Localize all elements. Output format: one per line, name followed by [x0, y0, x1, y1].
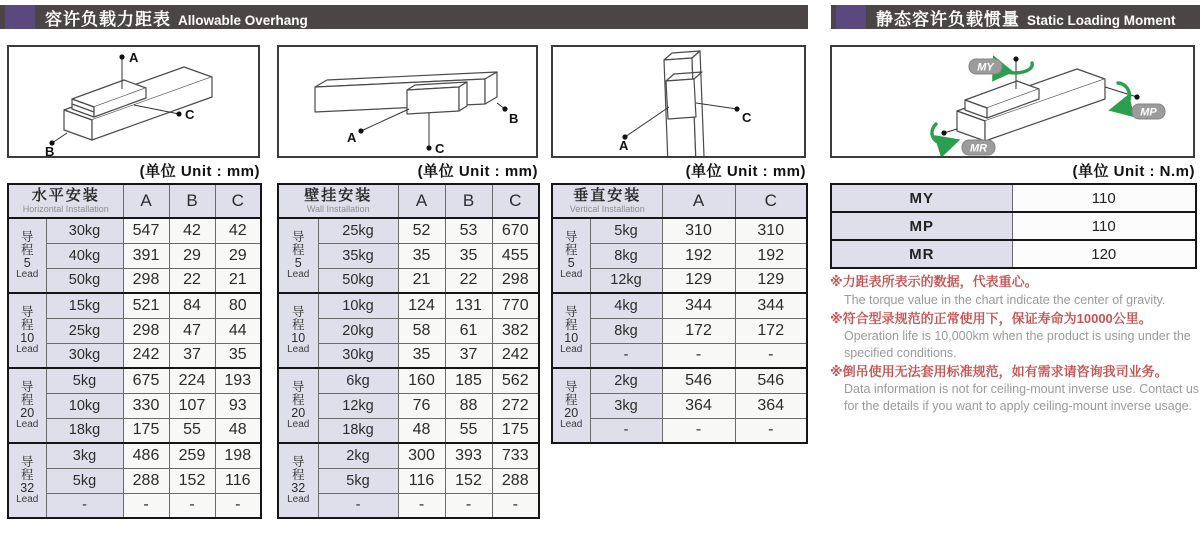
value-cell: 259	[169, 443, 215, 468]
note-text-en: Data information is not for ceiling-mount inverse use. Contact us for the details if you want to apply ceiling-mount inverse usage.	[844, 382, 1200, 413]
column-header-c: C	[215, 184, 261, 218]
value-cell: 42	[215, 218, 261, 243]
moment-title-zh: 静态容许负载惯量	[876, 9, 1020, 29]
lead-word: Lead	[16, 343, 39, 355]
value-cell: 344	[735, 293, 807, 318]
value-cell: -	[735, 343, 807, 368]
lead-word: Lead	[287, 343, 310, 355]
lead-char: 程	[564, 317, 578, 332]
purple-accent-square	[836, 5, 866, 29]
value-cell: -	[735, 418, 807, 443]
table-row	[552, 218, 807, 243]
load-cell: 3kg	[590, 393, 662, 418]
load-cell: 50kg	[318, 268, 398, 293]
static-moment-diagram	[832, 47, 1193, 156]
table-row	[8, 343, 261, 368]
load-cell: 12kg	[590, 268, 662, 293]
table-row	[278, 268, 539, 293]
load-cell: -	[46, 493, 123, 518]
value-cell: 521	[123, 293, 169, 318]
installation-name-en: Vertical Installation	[569, 203, 645, 214]
column-header-c: C	[735, 184, 807, 218]
lead-group-10	[8, 293, 46, 368]
load-cell: 5kg	[318, 468, 398, 493]
value-cell: 192	[735, 243, 807, 268]
table-row	[8, 293, 261, 318]
table-row	[8, 218, 261, 243]
column-header-a: A	[662, 184, 735, 218]
lead-word: Lead	[16, 493, 39, 505]
value-cell: 733	[492, 443, 539, 468]
lead-group-10	[278, 293, 318, 368]
point-c-dot	[176, 111, 181, 116]
lead-number: 32	[291, 480, 306, 495]
value-cell: 310	[662, 218, 735, 243]
table-row	[278, 493, 539, 518]
lead-number: 5	[23, 255, 31, 270]
lead-group-32	[8, 443, 46, 518]
horizontal-table-host	[7, 183, 262, 519]
point-c-dot	[734, 106, 739, 111]
value-cell: 770	[492, 293, 539, 318]
table-row	[278, 318, 539, 343]
value-cell: 288	[123, 468, 169, 493]
value-cell: 310	[735, 218, 807, 243]
value-cell: 242	[492, 343, 539, 368]
lead-char: 程	[20, 242, 34, 257]
lead-word: Lead	[16, 418, 39, 430]
value-cell: 53	[445, 218, 492, 243]
load-cell: 4kg	[590, 293, 662, 318]
load-cell: 18kg	[46, 418, 123, 443]
overhang-title-en: Allowable Overhang	[178, 12, 308, 28]
load-cell: 50kg	[46, 268, 123, 293]
value-cell: 546	[662, 368, 735, 393]
unit-label-mm: (单位 Unit : mm)	[139, 163, 260, 180]
wall-installation-diagram	[279, 47, 536, 156]
lead-group-20	[8, 368, 46, 443]
value-cell: 547	[123, 218, 169, 243]
mp-badge-label: MP	[1140, 106, 1157, 119]
installation-name-zh: 垂直安装	[573, 187, 642, 205]
value-cell: 129	[735, 268, 807, 293]
value-cell: 21	[398, 268, 445, 293]
lead-group-5	[552, 218, 590, 293]
value-cell: 224	[169, 368, 215, 393]
lead-char: 程	[564, 242, 578, 257]
moment-label-cell: MR	[831, 240, 1012, 268]
point-a-label: A	[129, 50, 139, 65]
note-text-zh: ※符合型录规范的正常使用下，保证寿命为10000公里。	[830, 310, 1152, 326]
load-cell: 8kg	[590, 318, 662, 343]
point-b-label: B	[45, 144, 55, 156]
table-row	[278, 393, 539, 418]
lead-group-20	[552, 368, 590, 443]
overhang-title-zh: 容许负载力距表	[45, 9, 171, 29]
lead-number: 20	[20, 405, 35, 420]
table-row	[8, 268, 261, 293]
my-rotation-arrow	[998, 63, 1032, 73]
lead-word: Lead	[287, 418, 310, 430]
table-row	[552, 243, 807, 268]
lead-word: Lead	[560, 418, 583, 430]
value-cell: 670	[492, 218, 539, 243]
load-cell: 12kg	[318, 393, 398, 418]
value-cell: -	[169, 493, 215, 518]
overhang-table-vertical	[551, 183, 808, 444]
mp-rotation-arrow	[1118, 83, 1130, 108]
value-cell: 22	[169, 268, 215, 293]
value-cell: 37	[169, 343, 215, 368]
table-row	[278, 343, 539, 368]
lead-char: 导	[20, 454, 34, 469]
horizontal-installation-panel	[7, 45, 260, 158]
value-cell: 298	[492, 268, 539, 293]
value-cell: 42	[169, 218, 215, 243]
lead-word: Lead	[287, 268, 310, 280]
value-cell: 35	[398, 243, 445, 268]
lead-group-20	[278, 368, 318, 443]
value-cell: -	[398, 493, 445, 518]
value-cell: 93	[215, 393, 261, 418]
value-cell: -	[123, 493, 169, 518]
lead-char: 导	[564, 304, 578, 319]
load-cell: 6kg	[318, 368, 398, 393]
value-cell: 175	[123, 418, 169, 443]
value-cell: 29	[169, 243, 215, 268]
static-moment-panel	[830, 45, 1195, 158]
value-cell: 84	[169, 293, 215, 318]
load-cell: 10kg	[318, 293, 398, 318]
table-row	[278, 368, 539, 393]
value-cell: 88	[445, 393, 492, 418]
value-cell: 116	[215, 468, 261, 493]
moment-label-cell: MP	[831, 212, 1012, 240]
lead-char: 程	[291, 392, 305, 407]
value-cell: 116	[398, 468, 445, 493]
lead-number: 32	[20, 480, 35, 495]
value-cell: 172	[735, 318, 807, 343]
my-badge-label: MY	[977, 61, 994, 74]
load-cell: 25kg	[318, 218, 398, 243]
load-cell: -	[590, 343, 662, 368]
value-cell: 382	[492, 318, 539, 343]
overhang-table-horizontal	[7, 183, 262, 519]
table-row	[278, 443, 539, 468]
value-cell: 124	[398, 293, 445, 318]
value-cell: 48	[398, 418, 445, 443]
value-cell: 546	[735, 368, 807, 393]
lead-char: 程	[291, 317, 305, 332]
value-cell: 562	[492, 368, 539, 393]
overhang-table-wall	[277, 183, 540, 519]
load-cell: 5kg	[46, 368, 123, 393]
lead-word: Lead	[287, 493, 310, 505]
value-cell: 55	[169, 418, 215, 443]
value-cell: 242	[123, 343, 169, 368]
lead-char: 程	[291, 467, 305, 482]
value-cell: 44	[215, 318, 261, 343]
point-c-dot	[426, 145, 431, 150]
installation-type-header	[278, 184, 398, 218]
value-cell: 675	[123, 368, 169, 393]
installation-name-zh: 水平安装	[31, 187, 100, 205]
table-row	[8, 368, 261, 393]
unit-label-mm: (单位 Unit : mm)	[417, 163, 538, 180]
table-row	[8, 443, 261, 468]
moment-row	[831, 240, 1196, 268]
installation-type-header	[552, 184, 662, 218]
value-cell: 29	[215, 243, 261, 268]
value-cell: 107	[169, 393, 215, 418]
load-cell: 10kg	[46, 393, 123, 418]
load-cell: 15kg	[46, 293, 123, 318]
mr-badge-label: MR	[969, 142, 988, 155]
load-cell: 30kg	[46, 218, 123, 243]
note-item	[830, 309, 1200, 361]
load-cell: 35kg	[318, 243, 398, 268]
wall-installation-panel	[277, 45, 538, 158]
notes-block	[830, 272, 1200, 415]
value-cell: 52	[398, 218, 445, 243]
lead-number: 5	[294, 255, 302, 270]
value-cell: 35	[445, 243, 492, 268]
value-cell: 330	[123, 393, 169, 418]
table-row	[8, 418, 261, 443]
value-cell: 37	[445, 343, 492, 368]
column-header-c: C	[492, 184, 539, 218]
lead-char: 导	[291, 454, 305, 469]
value-cell: 486	[123, 443, 169, 468]
lead-char: 导	[291, 379, 305, 394]
value-cell: 455	[492, 243, 539, 268]
load-cell: 8kg	[590, 243, 662, 268]
load-cell: 30kg	[46, 343, 123, 368]
installation-name-en: Horizontal Installation	[22, 203, 109, 214]
load-cell: 40kg	[46, 243, 123, 268]
table-row	[8, 493, 261, 518]
value-cell: 300	[398, 443, 445, 468]
lead-char: 程	[20, 467, 34, 482]
load-cell: 20kg	[318, 318, 398, 343]
lead-group-10	[552, 293, 590, 368]
moment-row	[831, 184, 1196, 212]
value-cell: 48	[215, 418, 261, 443]
value-cell: 193	[215, 368, 261, 393]
value-cell: 172	[662, 318, 735, 343]
table-row	[278, 293, 539, 318]
table-row	[278, 468, 539, 493]
note-text-en: Operation life is 10,000km when the product is using under the specified conditions.	[844, 329, 1191, 360]
point-a-label: A	[347, 130, 357, 145]
lead-char: 导	[291, 229, 305, 244]
table-row	[278, 418, 539, 443]
load-cell: 2kg	[590, 368, 662, 393]
table-row	[278, 218, 539, 243]
unit-label-nm: (单位 Unit : N.m)	[1072, 163, 1195, 180]
unit-label-mm: (单位 Unit : mm)	[685, 163, 806, 180]
value-cell: 175	[492, 418, 539, 443]
value-cell: 298	[123, 318, 169, 343]
value-cell: 152	[445, 468, 492, 493]
note-text-en: The torque value in the chart indicate the center of gravity.	[844, 292, 1166, 307]
load-cell: 5kg	[46, 468, 123, 493]
lead-char: 导	[20, 304, 34, 319]
value-cell: -	[492, 493, 539, 518]
lead-number: 10	[564, 330, 579, 345]
lead-char: 导	[20, 379, 34, 394]
lead-char: 程	[291, 242, 305, 257]
lead-word: Lead	[560, 268, 583, 280]
value-cell: 22	[445, 268, 492, 293]
lead-number: 10	[20, 330, 35, 345]
load-cell: -	[318, 493, 398, 518]
static-moment-table	[830, 183, 1197, 269]
table-row	[552, 393, 807, 418]
vertical-table-host	[551, 183, 808, 444]
moment-row	[831, 212, 1196, 240]
table-row	[552, 418, 807, 443]
load-cell: 25kg	[46, 318, 123, 343]
column-header-b: B	[169, 184, 215, 218]
value-cell: 47	[169, 318, 215, 343]
value-cell: 192	[662, 243, 735, 268]
table-row	[8, 243, 261, 268]
value-cell: 35	[398, 343, 445, 368]
lead-number: 20	[564, 405, 579, 420]
lead-number: 10	[291, 330, 306, 345]
lead-group-32	[278, 443, 318, 518]
value-cell: 391	[123, 243, 169, 268]
load-cell: -	[590, 418, 662, 443]
value-cell: 55	[445, 418, 492, 443]
value-cell: 364	[735, 393, 807, 418]
point-b-label: B	[509, 111, 519, 126]
value-cell: 35	[215, 343, 261, 368]
point-c-label: C	[185, 107, 195, 122]
load-cell: 2kg	[318, 443, 398, 468]
value-cell: 185	[445, 368, 492, 393]
point-a-dot	[119, 54, 124, 59]
value-cell: 58	[398, 318, 445, 343]
value-cell: 364	[662, 393, 735, 418]
note-item	[830, 272, 1200, 308]
moment-value-cell: 110	[1012, 212, 1196, 240]
static-moment-header-bar	[831, 5, 1200, 29]
load-cell: 30kg	[318, 343, 398, 368]
table-row	[552, 318, 807, 343]
moment-value-cell: 110	[1012, 184, 1196, 212]
lead-char: 导	[564, 229, 578, 244]
value-cell: 131	[445, 293, 492, 318]
value-cell: 298	[123, 268, 169, 293]
lead-word: Lead	[16, 268, 39, 280]
vertical-installation-panel	[551, 45, 806, 158]
point-a-dot	[358, 128, 363, 133]
value-cell: 21	[215, 268, 261, 293]
installation-name-en: Wall Installation	[306, 203, 370, 214]
value-cell: 80	[215, 293, 261, 318]
lead-group-5	[8, 218, 46, 293]
table-row	[552, 343, 807, 368]
column-header-b: B	[445, 184, 492, 218]
lead-char: 导	[20, 229, 34, 244]
lead-number: 5	[567, 255, 575, 270]
value-cell: -	[662, 343, 735, 368]
value-cell: 198	[215, 443, 261, 468]
point-a-label: A	[619, 138, 629, 153]
value-cell: 61	[445, 318, 492, 343]
table-row	[8, 318, 261, 343]
table-row	[552, 268, 807, 293]
moment-title-en: Static Loading Moment	[1027, 12, 1176, 28]
note-text-zh: ※倒吊使用无法套用标准规范，如有需求请咨询我司业务。	[830, 363, 1168, 379]
value-cell: 393	[445, 443, 492, 468]
value-cell: 152	[169, 468, 215, 493]
load-cell: 3kg	[46, 443, 123, 468]
lead-char: 程	[564, 392, 578, 407]
value-cell: 129	[662, 268, 735, 293]
point-c-label: C	[435, 141, 445, 156]
allowable-overhang-header-bar	[0, 5, 808, 29]
value-cell: 160	[398, 368, 445, 393]
lead-char: 程	[20, 317, 34, 332]
moment-table-host	[830, 183, 1197, 269]
point-b-dot	[502, 106, 507, 111]
table-row	[278, 243, 539, 268]
horizontal-installation-diagram	[9, 47, 258, 156]
load-cell: 18kg	[318, 418, 398, 443]
moment-label-cell: MY	[831, 184, 1012, 212]
column-header-a: A	[398, 184, 445, 218]
point-c-label: C	[742, 110, 752, 125]
lead-number: 20	[291, 405, 306, 420]
lead-word: Lead	[560, 343, 583, 355]
value-cell: 76	[398, 393, 445, 418]
purple-accent-square	[5, 5, 35, 29]
value-cell: -	[662, 418, 735, 443]
wall-table-host	[277, 183, 540, 519]
note-text-zh: ※力距表所表示的数据，代表重心。	[830, 274, 1038, 289]
lead-char: 程	[20, 392, 34, 407]
table-row	[8, 393, 261, 418]
lead-char: 导	[564, 379, 578, 394]
value-cell: 288	[492, 468, 539, 493]
load-cell: 5kg	[590, 218, 662, 243]
installation-name-zh: 壁挂安装	[304, 187, 373, 205]
installation-type-header	[8, 184, 123, 218]
table-row	[8, 468, 261, 493]
value-cell: 344	[662, 293, 735, 318]
column-header-a: A	[123, 184, 169, 218]
table-row	[552, 293, 807, 318]
value-cell: 272	[492, 393, 539, 418]
moment-value-cell: 120	[1012, 240, 1196, 268]
vertical-installation-diagram	[553, 47, 804, 156]
lead-group-5	[278, 218, 318, 293]
value-cell: -	[445, 493, 492, 518]
lead-char: 导	[291, 304, 305, 319]
table-row	[552, 368, 807, 393]
value-cell: -	[215, 493, 261, 518]
note-item	[830, 362, 1200, 414]
